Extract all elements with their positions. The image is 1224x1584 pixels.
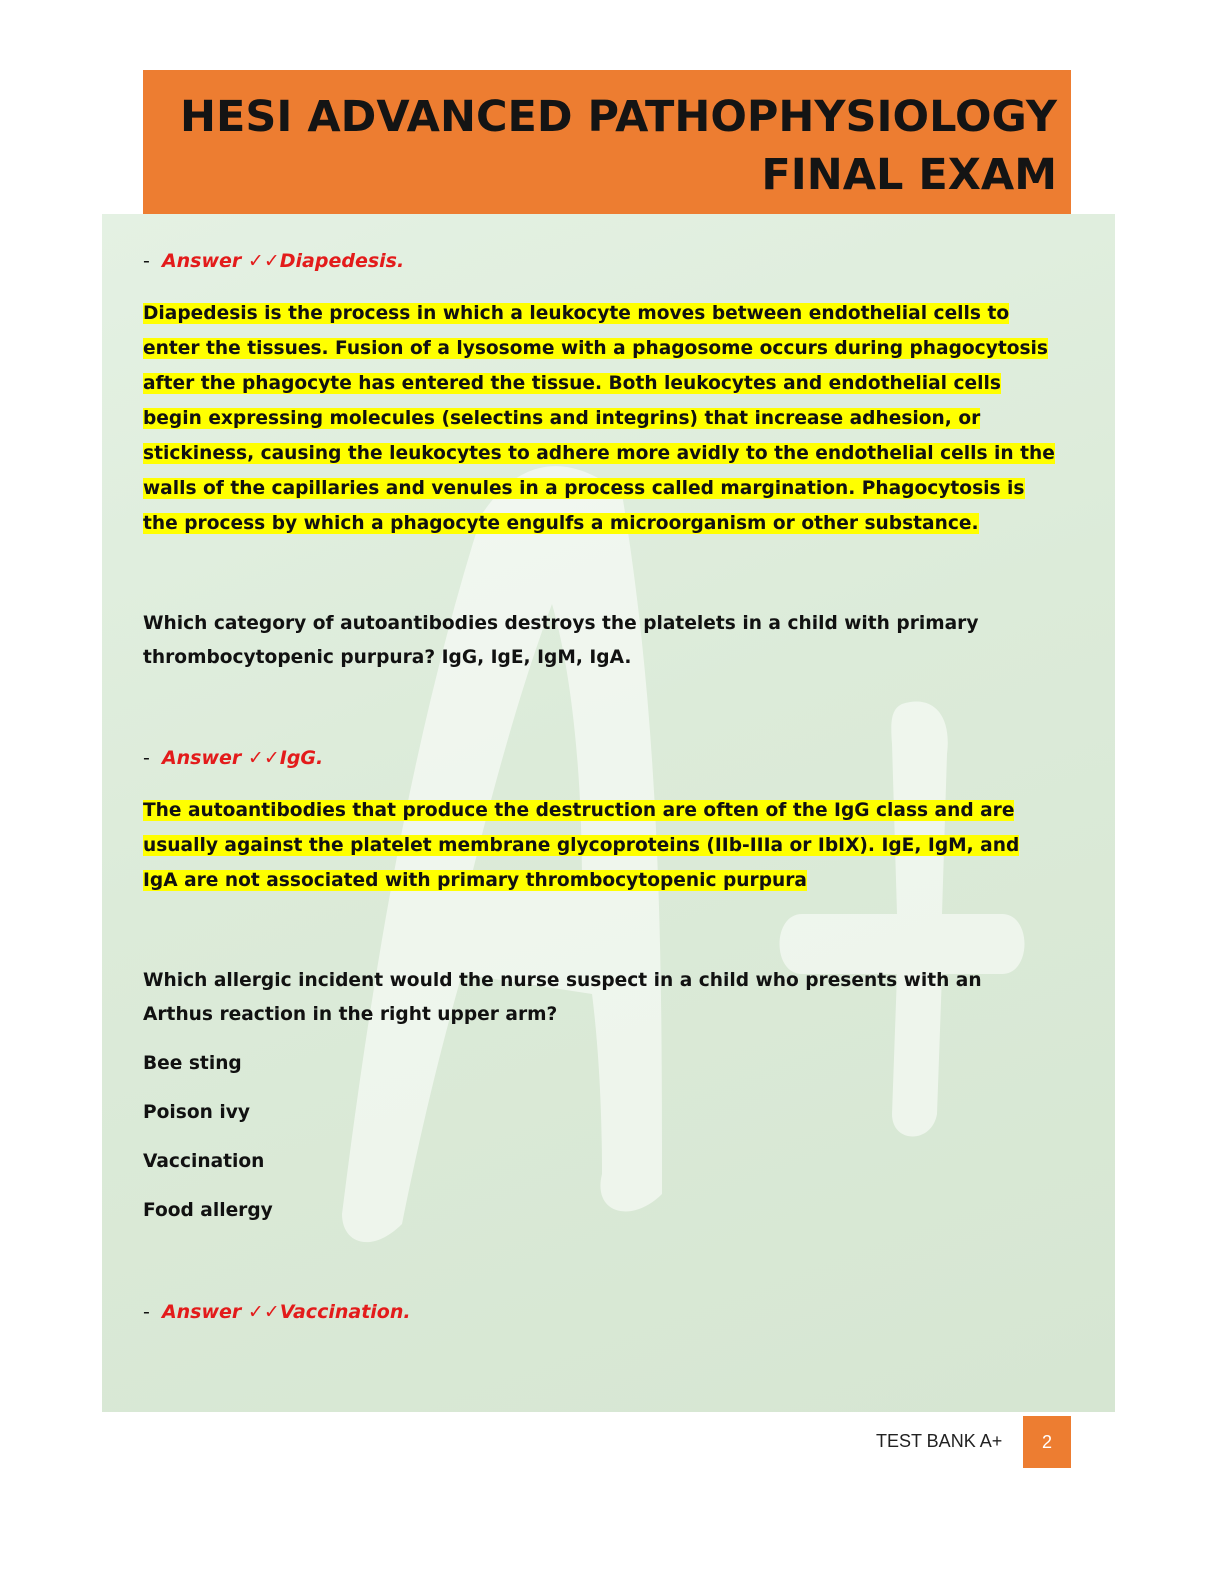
exam-content bbox=[143, 246, 1058, 1327]
title-line-1: HESI ADVANCED PATHOPHYSIOLOGY bbox=[180, 92, 1057, 142]
page-title bbox=[143, 88, 1057, 204]
title-banner bbox=[143, 70, 1071, 214]
answer-dash: - bbox=[143, 747, 150, 769]
footer-label: TEST BANK A+ bbox=[876, 1431, 1003, 1451]
question-text: Which allergic incident would the nurse suspect in a child who presents with an Arthus reaction in the right upper arm? bbox=[143, 970, 982, 1025]
option-item: Poison ivy bbox=[143, 1102, 250, 1123]
option-item: Food allergy bbox=[143, 1200, 273, 1221]
answer-text: Answer ✓✓Vaccination. bbox=[161, 1301, 411, 1323]
page-number: 2 bbox=[1023, 1416, 1071, 1468]
answer-dash: - bbox=[143, 250, 150, 272]
option-item: Vaccination bbox=[143, 1151, 265, 1172]
answer-line bbox=[143, 246, 1058, 276]
answer-line bbox=[143, 743, 1058, 773]
highlighted-explanation: Diapedesis is the process in which a leukocyte moves between endothelial cells to enter the tissues. Fusion of a lysosome with a phagosome occurs during phagocytosis after the phagocyte has entered the tissue. Both leukocytes and endothelial cells begin expressing molecules (selectins and integrins) that increase adhesion, or stickiness, causing the leukocytes to adhere more avidly to the endothelial cells in the walls of the capillaries and venules in a process called margination. Phagocytosis is the process by which a phagocyte engulfs a microorganism or other substance. bbox=[143, 303, 1055, 534]
highlighted-explanation: The autoantibodies that produce the destruction are often of the IgG class and are usually against the platelet membrane glycoproteins (IIb-IIIa or IbIX). IgE, IgM, and IgA are not associated with primary thrombocytopenic purpura bbox=[143, 800, 1020, 891]
answer-text: Answer ✓✓IgG. bbox=[161, 747, 324, 769]
title-line-2: FINAL EXAM bbox=[761, 150, 1057, 200]
answer-text: Answer ✓✓Diapedesis. bbox=[161, 250, 405, 272]
explanation-paragraph bbox=[143, 296, 1058, 541]
answer-dash: - bbox=[143, 1301, 150, 1323]
question-text: Which category of autoantibodies destroys the platelets in a child with primary thrombocytopenic purpura? IgG, IgE, IgM, IgA. bbox=[143, 613, 979, 668]
option-item: Bee sting bbox=[143, 1053, 242, 1074]
explanation-paragraph bbox=[143, 793, 1058, 898]
answer-line bbox=[143, 1297, 1058, 1327]
